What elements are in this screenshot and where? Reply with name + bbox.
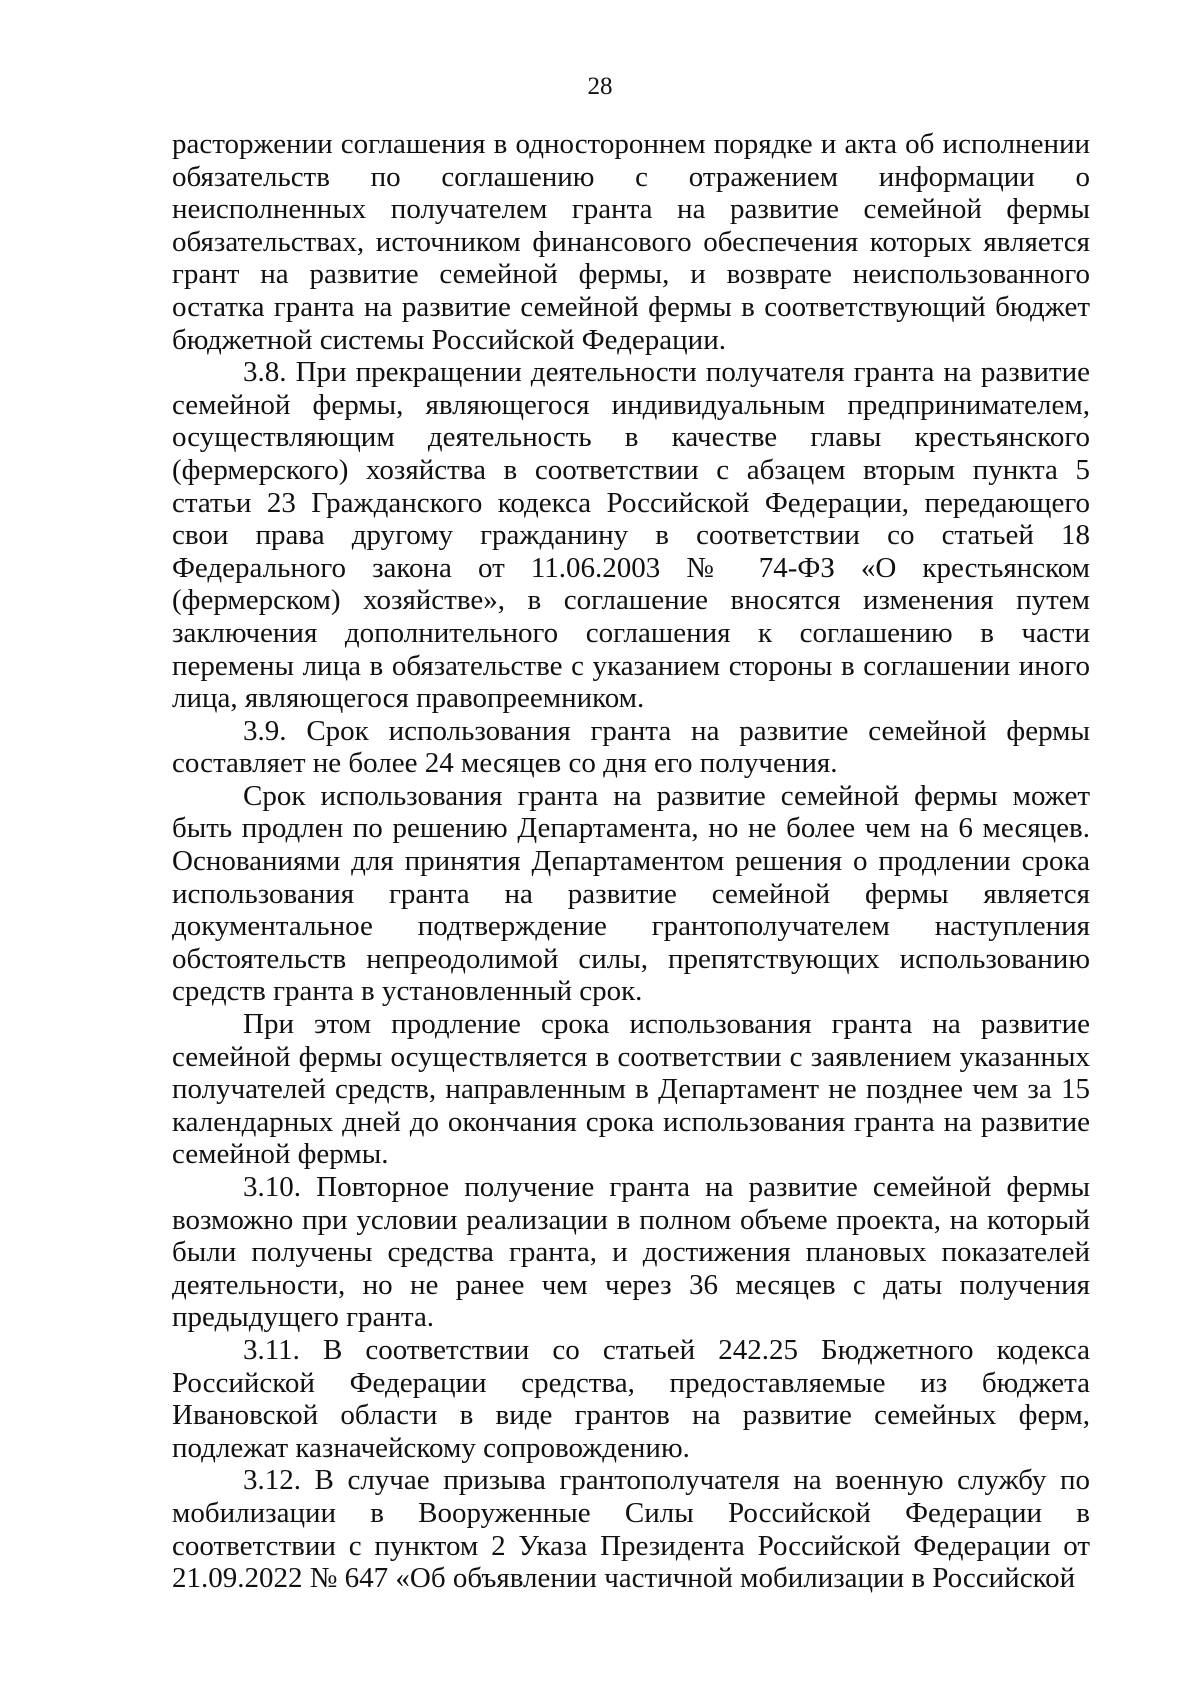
paragraph-3-8: 3.8. При прекращении деятельности получателя гранта на развитие семейной фермы, являющегося индивидуальным предпринимателем, осуществляющим деятельность в качестве главы крестьянского (фермерского) хозяйства в соответствии с абзацем вторым пункта 5 статьи 23 Гражданского кодекса Российской Федерации, передающего свои права другому гражданину в соответствии со статьей 18 Федерального закона от 11.06.2003 № 74-ФЗ «О крестьянском (фермерском) хозяйстве», в соглашение вносятся изменения путем заключения дополнительного соглашения к соглашению в части перемены лица в обязательстве с указанием стороны в соглашении иного лица, являющегося правопреемником. — [172, 356, 1090, 715]
paragraph-continuation: расторжении соглашения в одностороннем порядке и акта об исполнении обязательств по соглашению с отражением информации о неисполненных получателем гранта на развитие семейной фермы обязательствах, источником финансового обеспечения которых является грант на развитие семейной фермы, и возврате неиспользованного остатка гранта на развитие семейной фермы в соответствующий бюджет бюджетной системы Российской Федерации. — [172, 128, 1090, 356]
paragraph-extension-application: При этом продление срока использования гранта на развитие семейной фермы осуществляется в соответствии с заявлением указанных получателей средств, направленным в Департамент не позднее чем за 15 календарных дней до окончания срока использования гранта на развитие семейной фермы. — [172, 1008, 1090, 1171]
document-body — [172, 128, 1090, 1595]
paragraph-3-10: 3.10. Повторное получение гранта на развитие семейной фермы возможно при условии реализации в полном объеме проекта, на который были получены средства гранта, и достижения плановых показателей деятельности, но не ранее чем через 36 месяцев с даты получения предыдущего гранта. — [172, 1171, 1090, 1334]
paragraph-grant-term-extension: Срок использования гранта на развитие семейной фермы может быть продлен по решению Департамента, но не более чем на 6 месяцев. Основаниями для принятия Департаментом решения о продлении срока использования гранта на развитие семейной фермы является документальное подтверждение грантополучателем наступления обстоятельств непреодолимой силы, препятствующих использованию средств гранта в установленный срок. — [172, 779, 1090, 1008]
page-number: 28 — [587, 73, 613, 100]
paragraph-3-9: 3.9. Срок использования гранта на развитие семейной фермы составляет не более 24 месяцев со дня его получения. — [172, 714, 1090, 780]
paragraph-3-12: 3.12. В случае призыва грантополучателя на военную службу по мобилизации в Вооруженные Силы Российской Федерации в соответствии с пунктом 2 Указа Президента Российской Федерации от 21.09.2022 № 647 «Об объявлении частичной мобилизации в Российской — [172, 1464, 1090, 1595]
paragraph-3-11: 3.11. В соответствии со статьей 242.25 Бюджетного кодекса Российской Федерации средства, предоставляемые из бюджета Ивановской области в виде грантов на развитие семейных ферм, подлежат казначейскому сопровождению. — [172, 1333, 1090, 1464]
